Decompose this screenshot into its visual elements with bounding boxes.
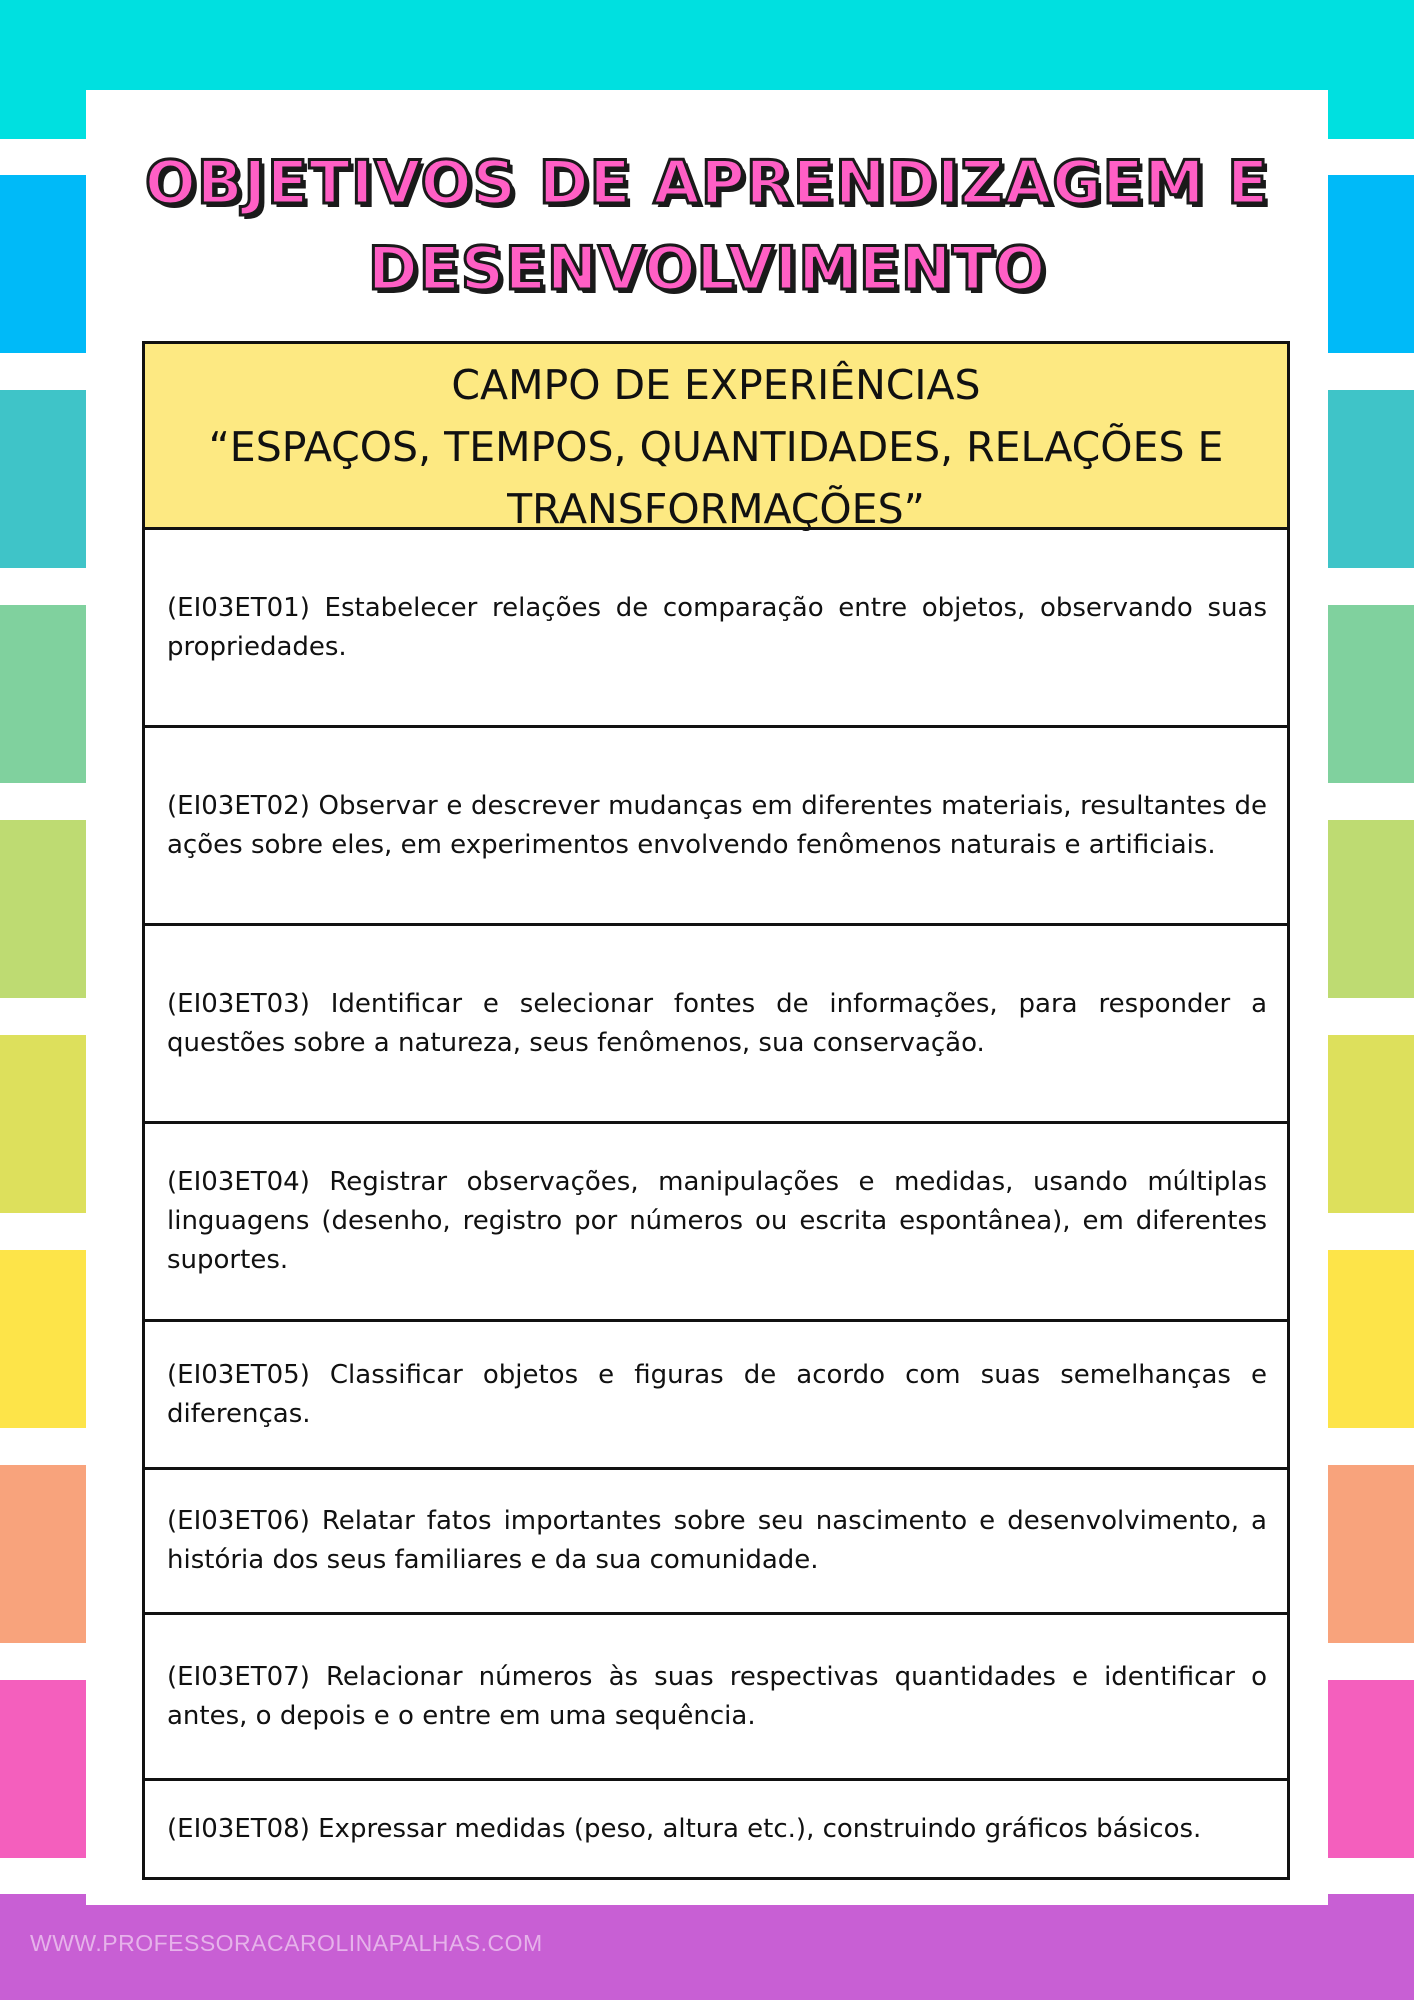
page-title-line: DESENVOLVIMENTO (367, 234, 1047, 304)
page-title (110, 140, 1304, 312)
objectives-table (142, 341, 1290, 1880)
table-row: (EI03ET06) Relatar fatos importantes sobre seu nascimento e desenvolvimento, a história dos seus familiares e da sua comunidade. (145, 1470, 1287, 1615)
right-stripe (1328, 820, 1414, 998)
table-row: (EI03ET01) Estabelecer relações de comparação entre objetos, observando suas propriedades. (145, 530, 1287, 728)
right-stripe (1328, 1250, 1414, 1428)
table-header-line: “ESPAÇOS, TEMPOS, QUANTIDADES, RELAÇÕES E (208, 423, 1224, 471)
left-stripe (0, 390, 86, 568)
table-row: (EI03ET07) Relacionar números às suas respectivas quantidades e identificar o antes, o depois e o entre em uma sequência. (145, 1615, 1287, 1781)
right-stripe (1328, 1680, 1414, 1858)
table-header-line: CAMPO DE EXPERIÊNCIAS (451, 361, 981, 409)
table-row: (EI03ET03) Identificar e selecionar fontes de informações, para responder a questões sobre a natureza, seus fenômenos, sua conservação. (145, 926, 1287, 1124)
page-title-line: OBJETIVOS DE APRENDIZAGEM E (144, 148, 1270, 218)
left-stripe (0, 820, 86, 998)
right-stripe (1328, 175, 1414, 353)
table-row: (EI03ET05) Classificar objetos e figuras de acordo com suas semelhanças e diferenças. (145, 1322, 1287, 1470)
table-header (145, 344, 1287, 533)
left-stripe (0, 1035, 86, 1213)
right-stripe (1328, 1035, 1414, 1213)
table-row: (EI03ET02) Observar e descrever mudanças em diferentes materiais, resultantes de ações sobre eles, em experimentos envolvendo fenômenos naturais e artificiais. (145, 728, 1287, 926)
left-stripe (0, 605, 86, 783)
right-stripe (1328, 1465, 1414, 1643)
right-stripe (1328, 390, 1414, 568)
left-stripe (0, 1680, 86, 1858)
right-stripe (1328, 605, 1414, 783)
table-header-line: TRANSFORMAÇÕES” (507, 485, 925, 533)
left-stripe (0, 175, 86, 353)
left-stripe (0, 1465, 86, 1643)
table-row: (EI03ET04) Registrar observações, manipulações e medidas, usando múltiplas linguagens (desenho, registro por números ou escrita espontânea), em diferentes suportes. (145, 1124, 1287, 1322)
left-stripe (0, 1250, 86, 1428)
footer-website[interactable]: WWW.PROFESSORACAROLINAPALHAS.COM (30, 1930, 543, 1956)
table-row: (EI03ET08) Expressar medidas (peso, altura etc.), construindo gráficos básicos. (167, 1813, 1202, 1844)
